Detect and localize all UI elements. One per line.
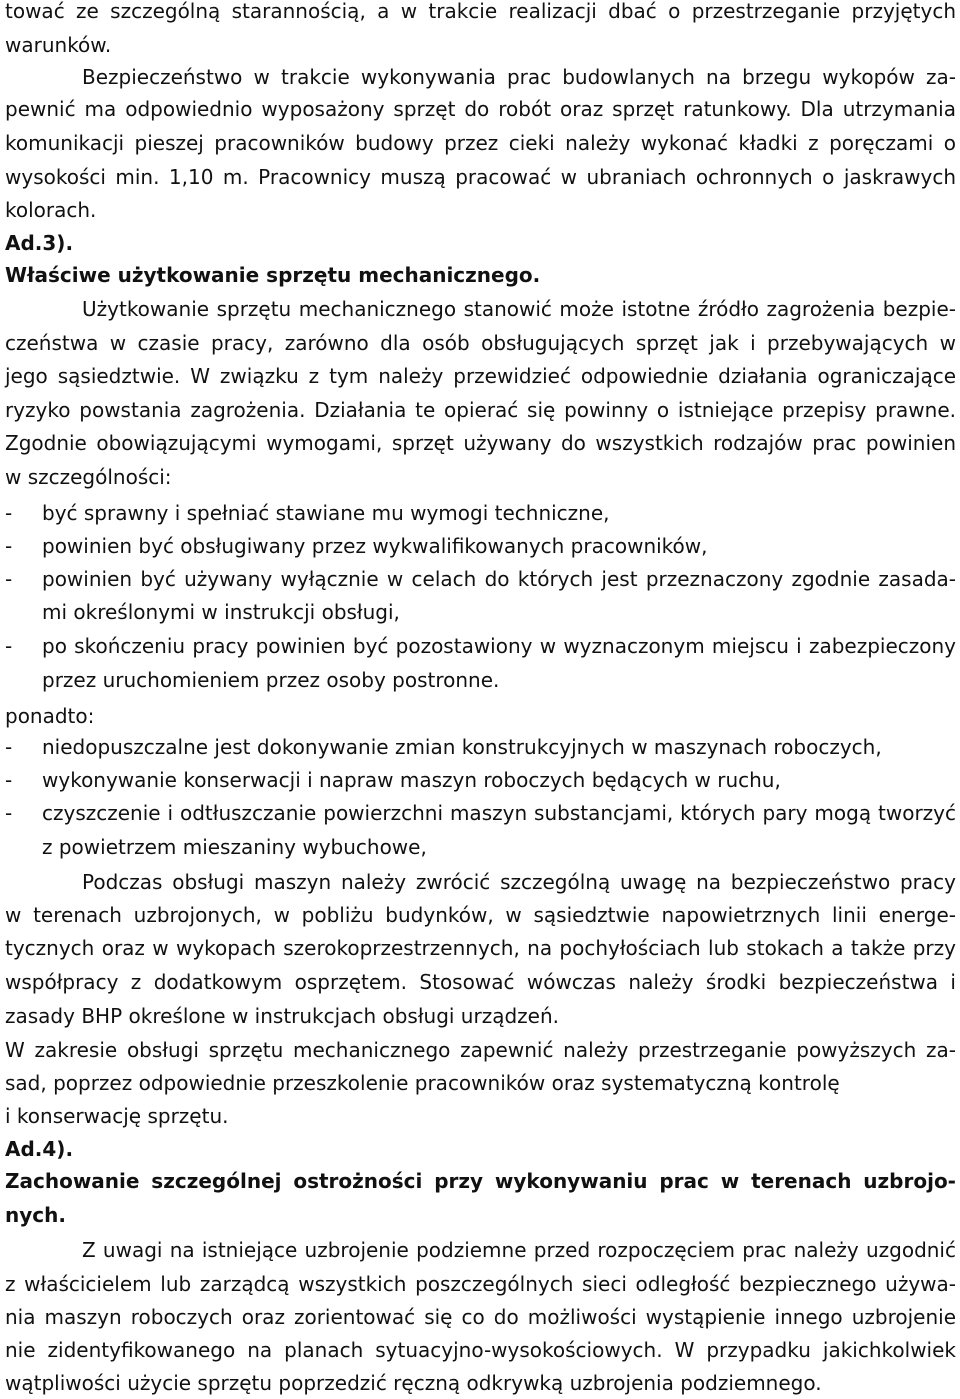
paragraph-line: nia maszyn roboczych oraz zorientować się co do możliwości wystąpienie innego uzbrojenie [5, 1305, 956, 1329]
list-item: czyszczenie i odtłuszczanie powierzchni maszyn substancjami, których pary mogą tworzyć [42, 801, 956, 825]
paragraph-line: wysokości min. 1,10 m. Pracownicy muszą pracować w ubraniach ochronnych o jaskrawych [5, 165, 956, 189]
paragraph-line: pewnić ma odpowiednio wyposażony sprzęt do robót oraz sprzęt ratunkowy. Dla utrzymania [5, 97, 956, 121]
section-heading: Zachowanie szczególnej ostrożności przy wykonywaniu prac w terenach uzbrojo- [5, 1169, 956, 1193]
paragraph-line: Podczas obsługi maszyn należy zwrócić szczególną uwagę na bezpieczeństwo pracy [82, 870, 956, 894]
list-item: być sprawny i spełniać stawiane mu wymogi techniczne, [42, 501, 610, 525]
section-number: Ad.3). [5, 231, 74, 255]
section-number: Ad.4). [5, 1137, 74, 1161]
list-item-continuation: przez uruchomieniem przez osoby postronne. [42, 668, 500, 692]
list-dash: - [5, 768, 13, 792]
list-item-continuation: mi określonymi w instrukcji obsługi, [42, 600, 400, 624]
paragraph-line: w terenach uzbrojonych, w pobliżu budynków, w sąsiedztwie napowietrznych linii energe- [5, 903, 956, 927]
paragraph-line: warunków. [5, 33, 112, 57]
paragraph-line: kolorach. [5, 198, 97, 222]
paragraph-line: jego sąsiedztwie. W związku z tym należy przewidzieć odpowiednie działania ograniczające [5, 364, 956, 388]
paragraph-line: tować ze szczególną starannością, a w trakcie realizacji dbać o przestrzeganie przyjętych [5, 0, 956, 23]
paragraph-line: Bezpieczeństwo w trakcie wykonywania prac budowlanych na brzegu wykopów za- [82, 65, 956, 89]
list-item-continuation: z powietrzem mieszaniny wybuchowe, [42, 835, 427, 859]
paragraph-line: nie zidentyfikowanego na planach sytuacyjno-wysokościowych. W przypadku jakichkolwiek [5, 1338, 956, 1362]
list-dash: - [5, 534, 13, 558]
paragraph-line: czeństwa w czasie pracy, zarówno dla osób obsługujących sprzęt jak i przebywających w [5, 331, 956, 355]
list-item: po skończeniu pracy powinien być pozostawiony w wyznaczonym miejscu i zabezpieczony [42, 634, 956, 658]
section-heading-continuation: nych. [5, 1203, 66, 1227]
paragraph-line: Zgodnie obowiązującymi wymogami, sprzęt używany do wszystkich rodzajów prac powinien [5, 431, 956, 455]
list-item: powinien być używany wyłącznie w celach do których jest przeznaczony zgodnie zasada- [42, 567, 956, 591]
section-heading: Właściwe użytkowanie sprzętu mechanicznego. [5, 263, 541, 287]
paragraph-line: Użytkowanie sprzętu mechanicznego stanowić może istotne źródło zagrożenia bezpie- [82, 297, 956, 321]
paragraph-line: z właścicielem lub zarządcą wszystkich poszczególnych sieci odległość bezpiecznego używa- [5, 1272, 956, 1296]
paragraph-line: wątpliwości użycie sprzętu poprzedzić ręczną odkrywką uzbrojenia podziemnego. [5, 1371, 822, 1395]
paragraph-line: W zakresie obsługi sprzętu mechanicznego zapewnić należy przestrzeganie powyższych za- [5, 1038, 956, 1062]
paragraph-line: tycznych oraz w wykopach szerokoprzestrzennych, na pochyłościach lub stokach a także przy [5, 936, 956, 960]
paragraph-line: w szczególności: [5, 465, 172, 489]
paragraph-line: zasady BHP określone w instrukcjach obsługi urządzeń. [5, 1004, 559, 1028]
paragraph-line: ryzyko powstania zagrożenia. Działania te opierać się powinny o istniejące przepisy prawne. [5, 398, 956, 422]
list-dash: - [5, 501, 13, 525]
paragraph-line: sad, poprzez odpowiednie przeszkolenie pracowników oraz systematyczną kontrolę [5, 1071, 840, 1095]
list-item: wykonywanie konserwacji i napraw maszyn roboczych będących w ruchu, [42, 768, 781, 792]
paragraph-line: współpracy z dodatkowym osprzętem. Stosować wówczas należy środki bezpieczeństwa i [5, 970, 956, 994]
paragraph-line: komunikacji pieszej pracowników budowy przez cieki należy wykonać kładki z poręczami o [5, 131, 956, 155]
paragraph-line: ponadto: [5, 704, 95, 728]
list-item: niedopuszczalne jest dokonywanie zmian konstrukcyjnych w maszynach roboczych, [42, 735, 882, 759]
list-dash: - [5, 634, 13, 658]
list-item: powinien być obsługiwany przez wykwalifikowanych pracowników, [42, 534, 708, 558]
list-dash: - [5, 567, 13, 591]
paragraph-line: Z uwagi na istniejące uzbrojenie podziemne przed rozpoczęciem prac należy uzgodnić [82, 1238, 956, 1262]
list-dash: - [5, 801, 13, 825]
list-dash: - [5, 735, 13, 759]
paragraph-line: i konserwację sprzętu. [5, 1104, 229, 1128]
